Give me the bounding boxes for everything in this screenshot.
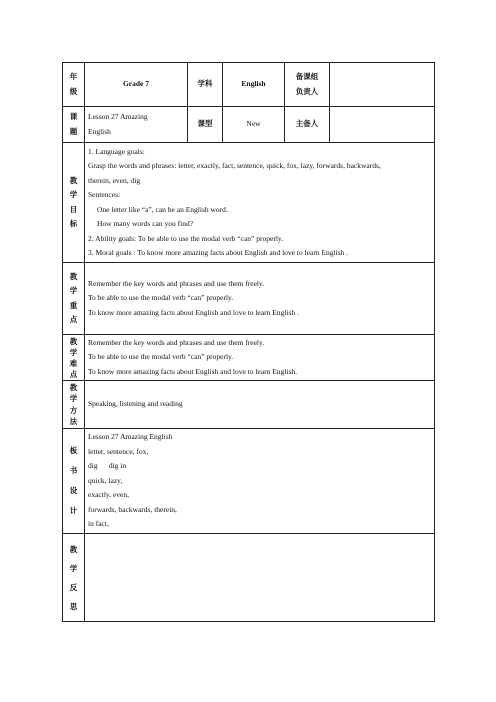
board-design-row bbox=[63, 429, 435, 534]
objectives-content bbox=[85, 143, 435, 263]
objectives-label: 教 学 目 标 bbox=[63, 143, 85, 263]
board-line: forwards, backwards, therein, bbox=[88, 504, 177, 514]
key-points-row bbox=[63, 263, 435, 335]
objective-line: Grasp the words and phrases: letter, exactly, fact, sentence, quick, fox, lazy, forwards, backwards, bbox=[88, 161, 381, 170]
preparer-label: 主备人 bbox=[285, 107, 330, 143]
board-line: Lesson 27 Amazing English bbox=[88, 432, 173, 442]
objective-line: 2. Ability goals: To be able to use the modal verb “can” properly. bbox=[88, 233, 284, 243]
board-design-label: 板 书 设 计 bbox=[63, 429, 85, 534]
difficult-point-line: Remember the key words and phrases and use them freely. bbox=[88, 337, 265, 347]
key-point-line: Remember the key words and phrases and use them freely. bbox=[88, 278, 265, 288]
difficult-points-label: 教 学 难 点 bbox=[63, 335, 85, 381]
objective-line: How many words can you find? bbox=[97, 219, 194, 228]
header-row bbox=[63, 63, 435, 107]
objectives-row bbox=[63, 143, 435, 263]
key-point-line: To be able to use the modal verb “can” properly. bbox=[88, 293, 234, 303]
methods-content: Speaking, listening and reading bbox=[85, 381, 435, 429]
difficult-point-line: To be able to use the modal verb “can” properly. bbox=[88, 352, 234, 362]
topic-label: 课 题 bbox=[63, 107, 85, 143]
subject-value: English bbox=[223, 63, 285, 107]
methods-label: 教 学 方 法 bbox=[63, 381, 85, 429]
methods-row bbox=[63, 381, 435, 429]
lesson-plan-table bbox=[62, 62, 435, 622]
preparer-value bbox=[330, 107, 435, 143]
difficult-points-content bbox=[85, 335, 435, 381]
group-leader-value bbox=[330, 63, 435, 107]
key-points-content bbox=[85, 263, 435, 335]
difficult-point-line: To know more amazing facts about English and love to learn English. bbox=[88, 366, 298, 376]
objective-line: 1. Language goals: bbox=[88, 146, 145, 156]
board-design-content bbox=[85, 429, 435, 534]
objective-line: 3. Moral goals : To know more amazing facts about English and love to learn English . bbox=[88, 248, 349, 257]
board-line: dig dig in bbox=[88, 461, 127, 471]
board-line: exactly, even, bbox=[88, 490, 129, 500]
topic-row bbox=[63, 107, 435, 143]
group-leader-label: 备课组 负责人 bbox=[285, 63, 330, 107]
reflection-row bbox=[63, 534, 435, 622]
topic-value: Lesson 27 Amazing English bbox=[85, 107, 188, 143]
objective-line: therein, even, dig bbox=[88, 175, 141, 185]
key-point-line: To know more amazing facts about English and love to learn English . bbox=[88, 307, 299, 317]
reflection-content bbox=[85, 534, 435, 622]
lesson-type-value: New bbox=[223, 107, 285, 143]
objective-line: Sentences: bbox=[88, 190, 121, 199]
subject-label: 学科 bbox=[188, 63, 223, 107]
board-line: letter, sentence, fox, bbox=[88, 446, 149, 456]
board-line: quick, lazy, bbox=[88, 475, 123, 485]
difficult-points-row bbox=[63, 335, 435, 381]
key-points-label: 教 学 重 点 bbox=[63, 263, 85, 335]
objective-line: One letter like “a”, can be an English word. bbox=[97, 204, 228, 214]
grade-value: Grade 7 bbox=[85, 63, 188, 107]
lesson-type-label: 课型 bbox=[188, 107, 223, 143]
reflection-label: 教 学 反 思 bbox=[63, 534, 85, 622]
grade-label: 年 级 bbox=[63, 63, 85, 107]
board-line: in fact, bbox=[88, 519, 109, 529]
